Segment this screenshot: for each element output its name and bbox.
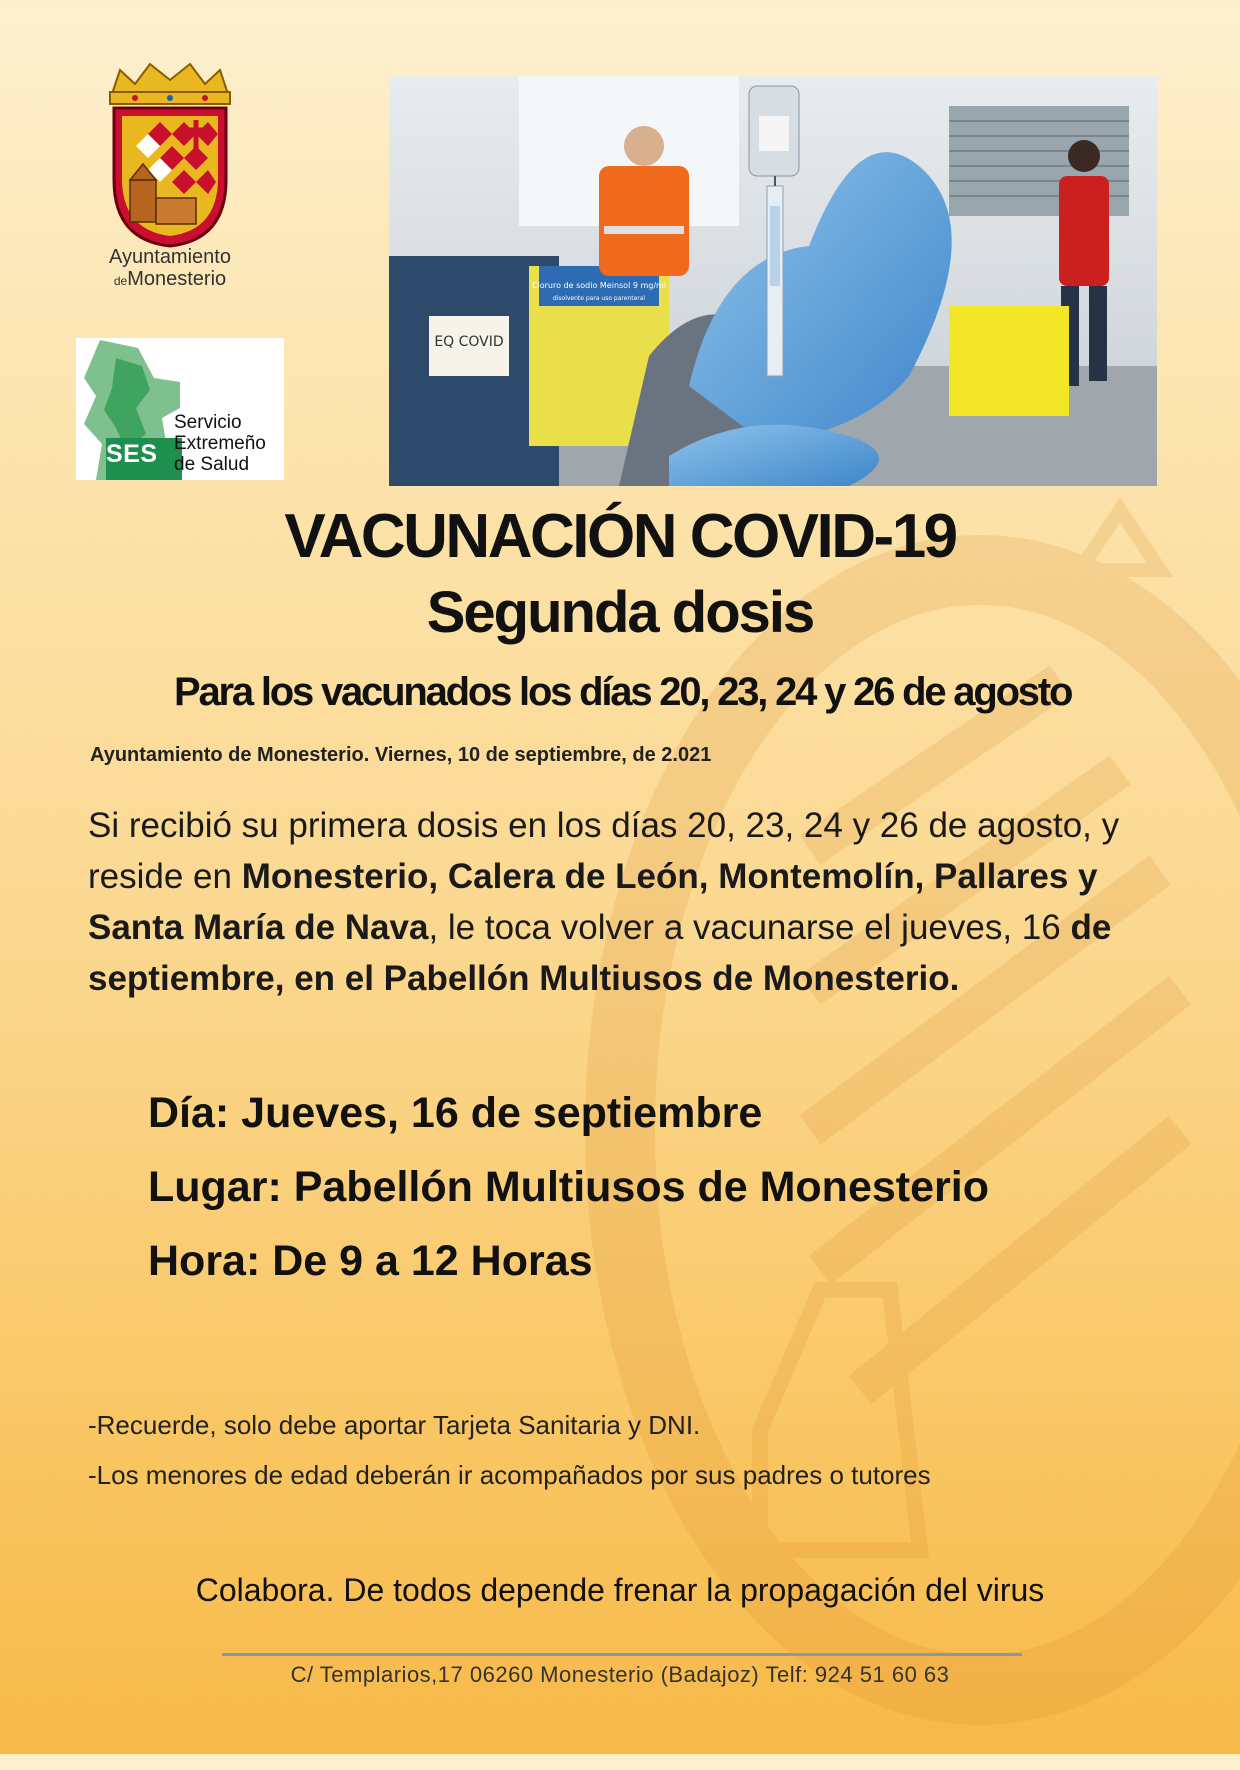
tagline: Para los vacunados los días 20, 23, 24 y 26 de agosto xyxy=(174,670,1072,714)
page-subtitle: Segunda dosis xyxy=(426,580,814,645)
photo-box-sublabel: disolvente para uso parenteral xyxy=(552,295,646,302)
crest-caption-line1: Ayuntamiento xyxy=(109,246,231,268)
ses-line3: de Salud xyxy=(174,454,250,475)
vaccination-photo xyxy=(389,76,1157,486)
body-part2: , le toca volver a vacunarse el jueves, 16 xyxy=(428,908,1071,947)
body-part1: Si recibió su primera dosis en los días 20, 23, 24 y 26 de agosto, y reside en xyxy=(88,806,1120,896)
ses-badge-text: SES xyxy=(106,440,158,468)
page-title: VACUNACIÓN COVID-19 xyxy=(284,502,956,571)
dateline: Ayuntamiento de Monesterio. Viernes, 10 de septiembre, de 2.021 xyxy=(90,744,712,766)
detail-hora: Hora: De 9 a 12 Horas xyxy=(148,1237,593,1285)
detail-lugar: Lugar: Pabellón Multiusos de Monesterio xyxy=(148,1163,989,1211)
photo-box-label: Cloruro de sodio Meinsol 9 mg/ml xyxy=(531,281,667,290)
photo-handwritten-label: EQ COVID xyxy=(434,334,504,350)
ses-logo-text xyxy=(174,412,266,475)
body-paragraph xyxy=(88,800,1158,1004)
crest-caption-de: de xyxy=(113,274,128,288)
ses-line1: Servicio xyxy=(174,412,242,433)
note-item: -Recuerde, solo debe aportar Tarjeta Sanitaria y DNI. xyxy=(88,1410,701,1440)
municipal-crest-logo xyxy=(100,60,240,250)
crest-caption xyxy=(80,246,260,292)
slogan: Colabora. De todos depende frenar la propagación del virus xyxy=(195,1572,1045,1608)
body-bold-place: de septiembre, en el Pabellón Multiusos de Monesterio. xyxy=(88,908,1112,998)
note-item: -Los menores de edad deberán ir acompañados por sus padres o tutores xyxy=(88,1460,931,1490)
footer-address: C/ Templarios,17 06260 Monesterio (Badajoz) Telf: 924 51 60 63 xyxy=(290,1662,950,1687)
footer-divider xyxy=(222,1653,1022,1656)
detail-dia: Día: Jueves, 16 de septiembre xyxy=(148,1089,763,1137)
body-bold-towns: Monesterio, Calera de León, Montemolín, Pallares y Santa María de Nava xyxy=(88,857,1098,947)
crest-caption-line2: Monesterio xyxy=(127,268,227,290)
ses-line2: Extremeño xyxy=(174,433,266,454)
